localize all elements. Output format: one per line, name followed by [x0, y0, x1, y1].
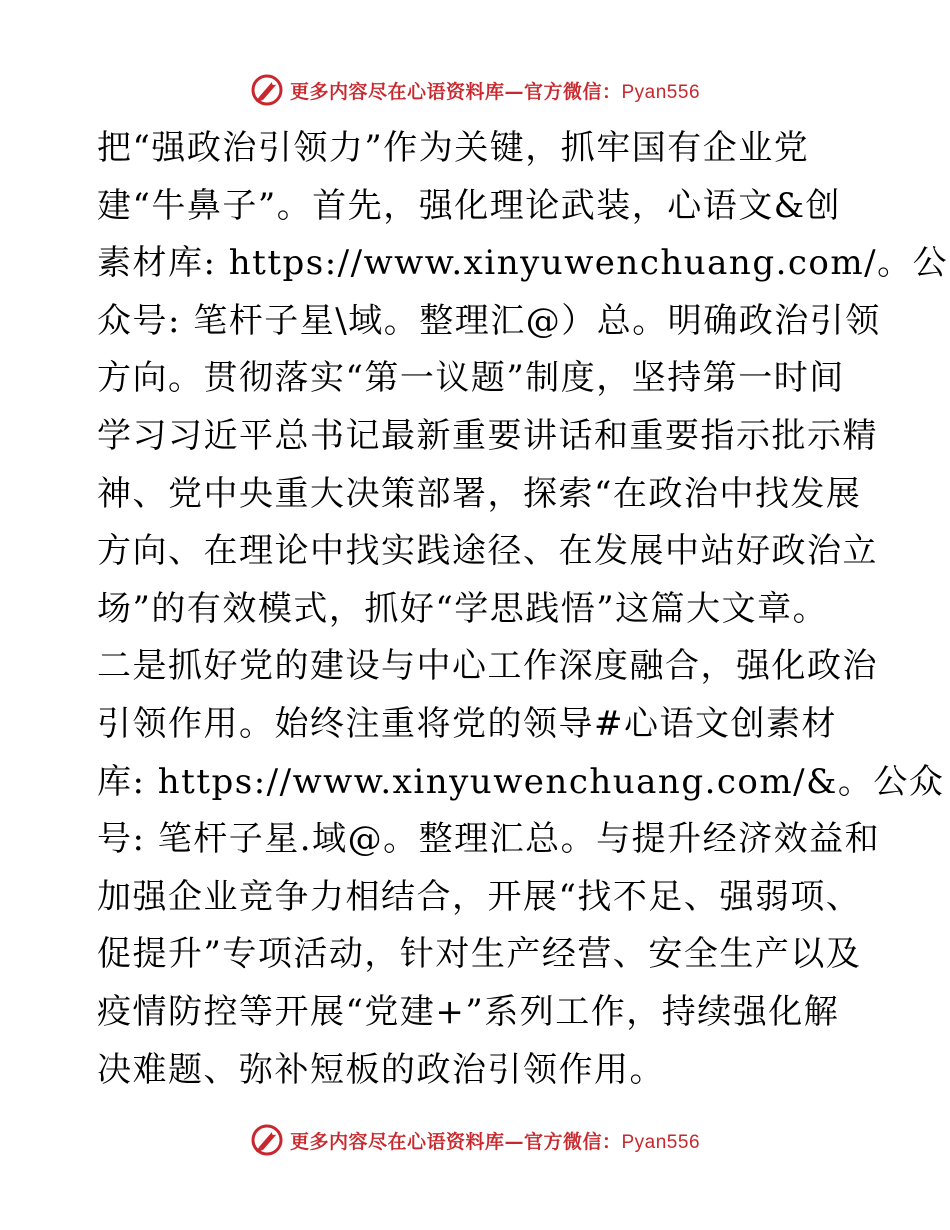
header-banner-separator: —	[504, 80, 524, 103]
body-line: 促提升”专项活动，针对生产经营、安全生产以及	[97, 934, 862, 975]
body-line: 众号: 笔杆子星\域。整理汇@）总。明确政治引领	[97, 300, 881, 341]
header-banner-title: 更多内容尽在心语资料库	[289, 80, 505, 103]
footer-banner-wechat-label: 官方微信：	[523, 1130, 622, 1153]
body-line: 库: https://www.xinyuwenchuang.com/&。公众	[97, 761, 945, 802]
body-line: 场”的有效模式，抓好“学思践悟”这篇大文章。	[97, 588, 829, 629]
footer-banner-separator: —	[504, 1130, 524, 1153]
body-line: 素材库: https://www.xinyuwenchuang.com/。公	[97, 243, 949, 284]
body-line: 建“牛鼻子”。首先，强化理论武装，心语文&创	[97, 185, 842, 226]
footer-banner-text	[290, 1127, 700, 1154]
body-line: 加强企业竞争力相结合，开展“找不足、强弱项、	[97, 876, 862, 917]
footer-banner	[0, 1120, 950, 1160]
pen-nib-circle-logo-icon	[250, 73, 284, 107]
body-line: 神、党中央重大决策部署，探索“在政治中找发展	[97, 473, 862, 514]
pen-nib-circle-logo-icon	[250, 1123, 284, 1157]
body-line: 二是抓好党的建设与中心工作深度融合，强化政治	[97, 646, 878, 687]
body-line: 号: 笔杆子星.域@。整理汇总。与提升经济效益和	[97, 819, 881, 860]
footer-banner-title: 更多内容尽在心语资料库	[289, 1130, 505, 1153]
body-line: 决难题、弥补短板的政治引领作用。	[97, 1049, 665, 1090]
document-body	[97, 120, 949, 1099]
header-banner-wechat-id: Pyan556	[621, 81, 701, 103]
body-line: 方向。贯彻落实“第一议题”制度，坚持第一时间	[97, 358, 845, 399]
header-banner	[0, 70, 950, 110]
footer-banner-wechat-id: Pyan556	[621, 1131, 701, 1153]
body-line: 方向、在理论中找实践途径、在发展中站好政治立	[97, 531, 878, 572]
body-line: 学习习近平总书记最新重要讲话和重要指示批示精	[97, 415, 878, 456]
body-line: 疫情防控等开展“党建+”系列工作，持续强化解	[97, 991, 840, 1032]
body-line: 引领作用。始终注重将党的领导#心语文创素材	[97, 703, 837, 744]
header-banner-wechat-label: 官方微信：	[523, 80, 622, 103]
header-banner-text	[290, 77, 700, 104]
body-line: 把“强政治引领力”作为关键，抓牢国有企业党	[97, 128, 810, 168]
